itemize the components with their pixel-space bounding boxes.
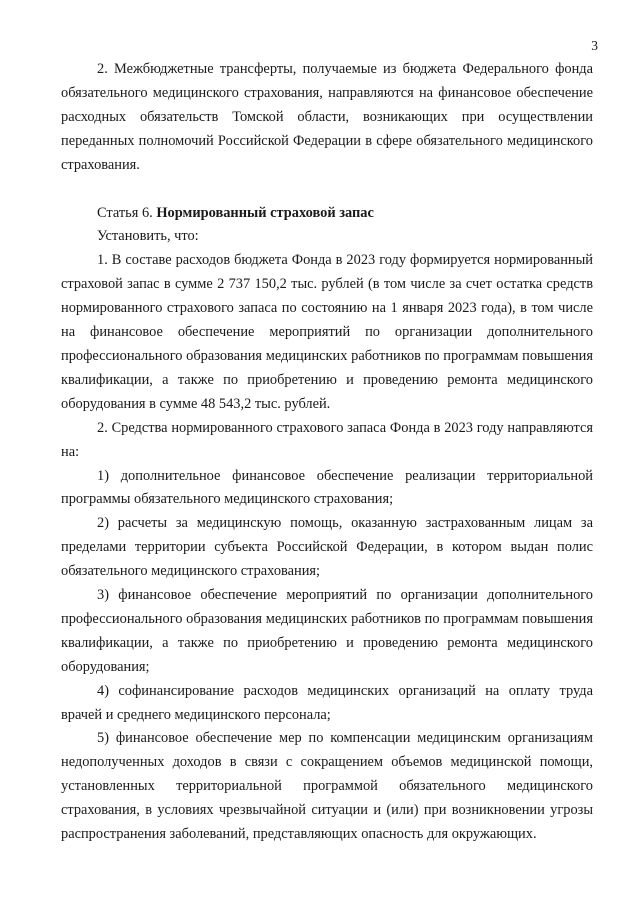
subitem-3: 3) финансовое обеспечение мероприятий по организации дополнительного профессионального образования медицинских работников по программам повышения квалификации, а также по приобретению и проведению ремонта медицинского оборудования; <box>61 587 593 675</box>
subitem-1: 1) дополнительное финансовое обеспечение реализации территориальной программы обязательного медицинского страхования; <box>61 467 593 508</box>
point-2-paragraph: 2. Средства нормированного страхового запаса Фонда в 2023 году направляются на: <box>61 419 593 460</box>
section-2-paragraph: 2. Межбюджетные трансферты, получаемые из бюджета Федерального фонда обязательного медицинского страхования, направляются на финансовое обеспечение расходных обязательств Томской области, возникающих при осуществлении переданных полномочий Российской Федерации в сфере обязательного медицинского страхования. <box>61 61 593 173</box>
article-title: Нормированный страховой запас <box>156 204 374 221</box>
subitem-2: 2) расчеты за медицинскую помощь, оказанную застрахованным лицам за пределами территории субъекта Российской Федерации, в котором выдан полис обязательного медицинского страхования; <box>61 515 593 580</box>
article-intro: Установить, что: <box>97 228 199 245</box>
subitem-4: 4) софинансирование расходов медицинских организаций на оплату труда врачей и среднего медицинского персонала; <box>61 682 593 723</box>
article-label: Статья 6. <box>97 204 153 221</box>
point-1-paragraph: 1. В составе расходов бюджета Фонда в 2023 году формируется нормированный страховой запас в сумме 2 737 150,2 тыс. рублей (в том числе за счет остатка средств нормированного страхового запаса по состоянию на 1 января 2023 года), в том числе на финансовое обеспечение мероприятий по организации дополнительного профессионального образования медицинских работников по программам повышения квалификации, а также по приобретению и проведению ремонта медицинского оборудования в сумме 48 543,2 тыс. рублей. <box>61 252 593 412</box>
document-body <box>61 58 593 847</box>
article-heading <box>61 202 593 226</box>
subitem-5: 5) финансовое обеспечение мер по компенсации медицинским организациям недополученных доходов в связи с сокращением объемов медицинской помощи, установленных территориальной программой обязательного медицинского страхования, в условиях чрезвычайной ситуации и (или) при возникновении угрозы распространения заболеваний, представляющих опасность для окружающих. <box>61 730 593 843</box>
page-number: 3 <box>591 38 598 53</box>
